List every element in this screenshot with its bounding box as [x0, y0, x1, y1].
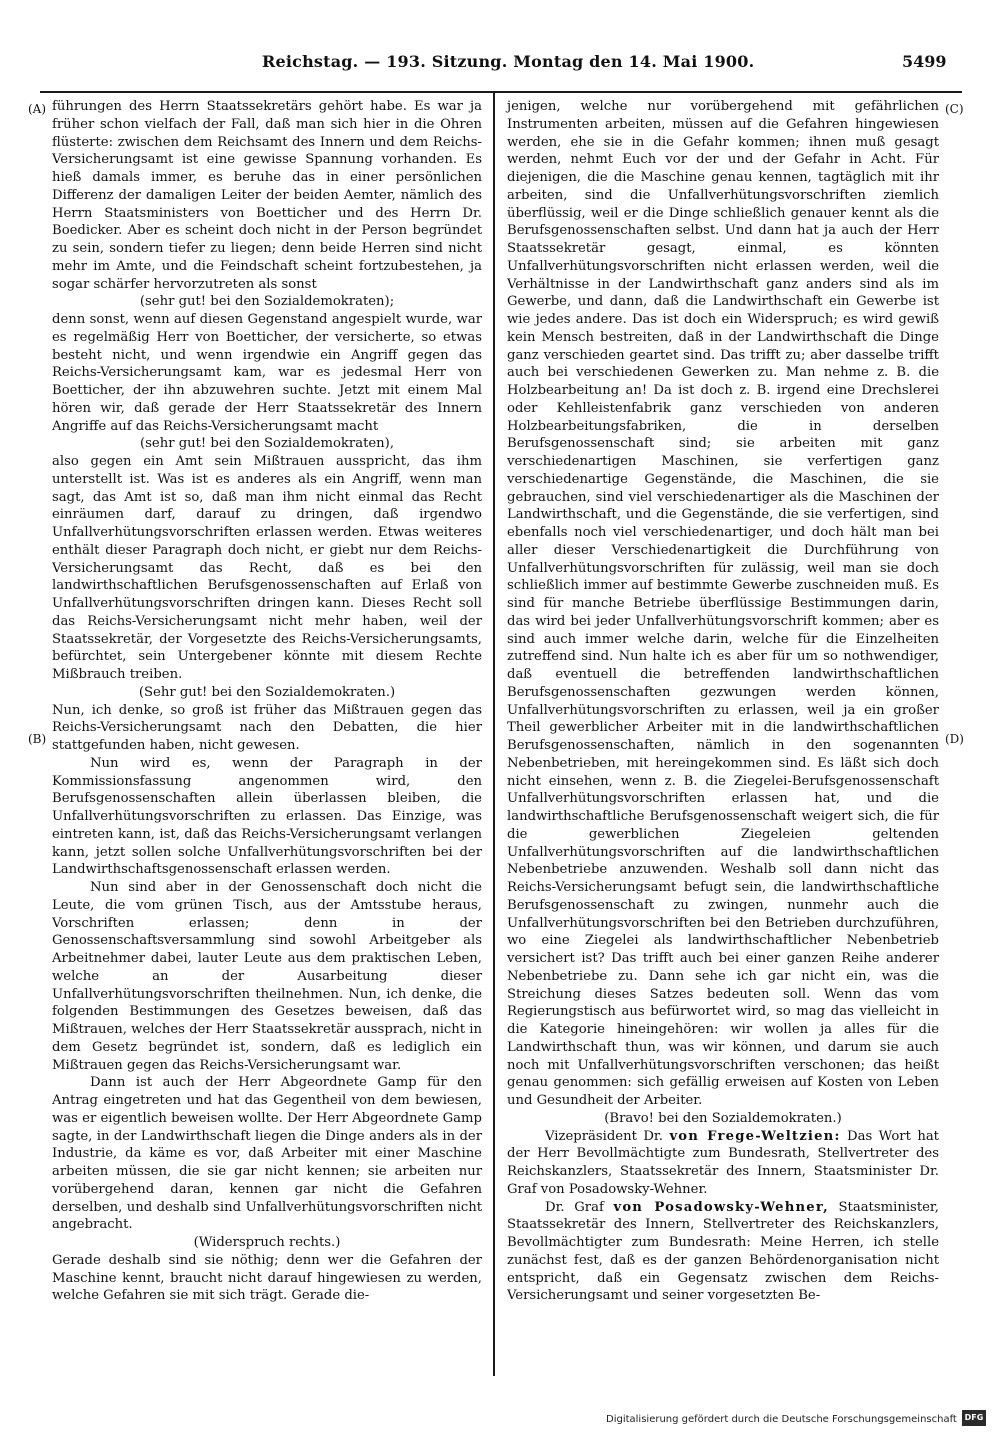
speaker-name-1: von Frege-Weltzien: [669, 1128, 841, 1144]
right-interjection-1: (Bravo! bei den Sozialdemokraten.) [604, 1110, 842, 1126]
left-paragraph-4: Nun, ich denke, so groß ist früher das Mißtrauen gegen das Reichs-Versicherungsamt nach den Debatten, die hier stattgefunden haben, nicht gewesen. [52, 702, 482, 753]
left-paragraph-8: Gerade deshalb sind sie nöthig; denn wer die Gefahren der Maschine kennt, braucht nicht darauf hingewiesen zu werden, welche Gefahren sie mit sich trägt. Gerade die- [52, 1252, 482, 1304]
footer-credit: Digitalisierung gefördert durch die Deutsche Forschungsgemeinschaft [606, 1414, 957, 1425]
left-paragraph-2: denn sonst, wenn auf diesen Gegenstand angespielt wurde, war es regelmäßig Herr von Boetticher, der versicherte, so etwas besteht nicht, und wenn irgendwie ein Angriff gegen das Reichs-Versicherungsamt kam, war es jedesmal Herr von Boetticher, der ihn abzuwehren suchte. Jetzt mit einem Mal hören wir, daß gerade der Herr Staatssekretär des Innern Angriffe auf das Reichs-Versicherungsamt macht [52, 312, 482, 434]
left-paragraph-5: Nun wird es, wenn der Paragraph in der Kommissionsfassung angenommen wird, den Berufsgenossenschaften allein überlassen bleiben, die Unfallverhütungsvorschriften zu erlassen. Das Einzige, was eintreten kann, ist, daß das Reichs-Versicherungsamt verlangen kann, jetzt sollen solche Unfallverhütungsvorschriften bei der Landwirthschaftsgenossenschaft erlassen werden. [52, 755, 482, 878]
speaker-text-1: Das Wort hat der Herr Bevollmächtigte zum Bundesrath, Stellvertreter des Reichskanzlers, Staatssekretär des Innern, Staatsminister Dr. Graf von Posadowsky-Wehner. [507, 1128, 939, 1197]
left-paragraph-3: also gegen ein Amt sein Mißtrauen ausspricht, das ihm unterstellt ist. Was ist es anderes als ein Angriff, wenn man sagt, das Amt ist so, daß man ihm nicht einmal das Recht einräumen darf, darauf zu dringen, daß irgendwo Unfallverhütungsvorschriften erlassen werden. Etwas weiteres enthält dieser Paragraph doch nicht, er giebt nur dem Reichs-Versicherungsamt das Recht, daß es bei den landwirthschaftlichen Berufsgenossenschaften auf Erlaß von Unfallverhütungsvorschriften dringen kann. Dieses Recht soll das Reichs-Versicherungsamt nicht mehr haben, weil der Staatssekretär, der Vorgesetzte des Reichs-Versicherungsamts, befürchtet, sein Untergebener könnte mit diesem Rechte Mißbrauch treiben. [52, 454, 482, 682]
page-header: Reichstag. — 193. Sitzung. Montag den 14. Mai 1900. [262, 52, 755, 71]
left-interjection-1: (sehr gut! bei den Sozialdemokraten); [139, 294, 395, 310]
margin-marker-a: (A) [28, 102, 47, 116]
left-column [52, 98, 482, 1305]
right-paragraph-2 [507, 1128, 939, 1199]
right-paragraph-1: jenigen, welche nur vorübergehend mit gefährlichen Instrumenten arbeiten, müssen auf die Gefahren hingewiesen werden, ehe sie in die Gefahr kommen; ihnen muß gesagt werden, nehmt Euch vor der und der Gefahr in Acht. Für diejenigen, die die Maschine genau kennen, tagtäglich mit ihr arbeiten, sind die Unfallverhütungsvorschriften ziemlich überflüssig, weil er die Dinge schließlich genauer kennt als die Berufsgenossenschaften selbst. Und dann hat ja auch der Herr Staatssekretär gesagt, einmal, es könnten Unfallverhütungsvorschriften nicht erlassen werden, weil die Verhältnisse in der Landwirthschaft ganz anders sind als im Gewerbe, und dann, daß die Landwirthschaft ein Gewerbe ist wie jedes andere. Das ist doch ein Widerspruch; es wird gewiß kein Mensch bestreiten, daß in der Landwirthschaft die Dinge ganz verschieden geartet sind. Das trifft zu; aber dasselbe trifft auch bei verschiedenen Gewerken zu. Man nehme z. B. die Holzbearbeitung an! Da ist doch z. B. irgend eine Drechslerei oder Kehlleistenfabrik ganz verschieden von anderen Holzbearbeitungsfabriken, die in derselben Berufsgenossenschaft sind; sie arbeiten mit ganz verschiedenartigen Maschinen, sie verfertigen ganz verschiedenartige Gegenstände, die Maschinen, die sie gebrauchen, sind viel verschiedenartiger als die Maschinen der Landwirthschaft, und die Gegenstände, die sie verfertigen, sind ebenfalls noch viel verschiedenartiger, und doch hält man bei aller dieser Verschiedenartigkeit die Durchführung von Unfallverhütungsvorschriften für zulässig, weil man sie doch schließlich immer auf bestimmte Gewerbe zuschneiden muß. Es sind für manche Betriebe überflüssige Bestimmungen darin, das wird bei jeder Unfallverhütungsvorschrift kommen; aber es sind auch immer welche darin, welche für die Einzelheiten zutreffend sind. Nun halte ich es aber für um so nothwendiger, daß eventuell die betreffenden landwirthschaftlichen Berufsgenossenschaften gezwungen werden können, Unfallverhütungsvorschriften zu erlassen, weil ja ein großer Theil gewerblicher Arbeiter mit in die landwirthschaftlichen Berufsgenossenschaften, nämlich in den sogenannten Nebenbetrieben, mit hereingekommen sind. Es läßt sich doch nicht einsehen, wenn z. B. die Ziegelei-Berufsgenossenschaft Unfallverhütungsvorschriften erlassen hat, und die landwirthschaftliche Berufsgenossenschaft weigert sich, die für die gewerblichen Ziegeleien geltenden Unfallverhütungsvorschriften auf die landwirthschaftlichen Nebenbetriebe anzuwenden. Weshalb soll dann nicht das Reichs-Versicherungsamt befugt sein, die landwirthschaftliche Berufsgenossenschaft zu zwingen, nunmehr auch die Unfallverhütungsvorschriften bei den Betrieben durchzuführen, wo eine Ziegelei als landwirthschaftlicher Nebenbetrieb versichert ist? Das trifft auch bei einer ganzen Reihe anderer Nebenbetriebe zu. Dann sehe ich gar nicht ein, was die Streichung dieses Satzes bedeuten soll. Wenn das vom Regierungstisch aus befürwortet wird, so mag das vielleicht in die Kategorie hineingehören: wir wollen ja alles für die Landwirthschaft thun, was wir können, und darum sie auch noch mit Unfallverhütungsvorschriften verschonen; das heißt genau genommen: sich gefällig erweisen auf Kosten von Leben und Gesundheit der Arbeiter. [507, 99, 939, 1108]
margin-marker-c: (C) [945, 102, 964, 116]
left-interjection-3: (Sehr gut! bei den Sozialdemokraten.) [138, 684, 396, 700]
margin-marker-b: (B) [28, 732, 47, 746]
column-divider [493, 93, 495, 1376]
speaker-name-2: von Posadowsky-Wehner, [613, 1199, 829, 1215]
right-paragraph-3 [507, 1199, 939, 1306]
speaker-title-1: Vizepräsident Dr. [545, 1128, 663, 1144]
left-paragraph-1: führungen des Herrn Staatssekretärs gehört habe. Es war ja früher schon vielfach der Fall, daß man sich hier in die Ohren flüsterte: zwischen dem Reichsamt des Innern und dem Reichs-Versicherungsamt ist eine gewisse Spannung vorhanden. Es hieß damals immer, es beruhe das in einer persönlichen Differenz der damaligen Leiter der beiden Aemter, nämlich des Herrn Staatsministers von Boetticher und des Herrn Dr. Boedicker. Aber es scheint doch nicht in der Person begründet zu sein, sondern tiefer zu liegen; denn beide Herren sind nicht mehr im Amte, und die Feindschaft scheint fortzubestehen, ja sogar schärfer hervorzutreten als sonst [52, 99, 482, 292]
page-number: 5499 [902, 52, 947, 71]
left-paragraph-6: Nun sind aber in der Genossenschaft doch nicht die Leute, die vom grünen Tisch, aus der Amtsstube heraus, Vorschriften erlassen; denn in der Genossenschaftsversammlung sind sowohl Arbeitgeber als Arbeitnehmer dabei, lauter Leute aus dem praktischen Leben, welche an der Ausarbeitung dieser Unfallverhütungsvorschriften theilnehmen. Nun, ich denke, die folgenden Bestimmungen des Gesetzes beweisen, daß das Mißtrauen, welches der Herr Staatssekretär aussprach, nicht in dem Gesetz begründet ist, sondern, daß es lediglich ein Mißtrauen gegen das Reichs-Versicherungsamt war. [52, 880, 482, 1073]
right-column [507, 98, 939, 1305]
left-paragraph-7: Dann ist auch der Herr Abgeordnete Gamp für den Antrag eingetreten und hat das Gegentheil von dem bewiesen, was er eigentlich beweisen wollte. Der Herr Abgeordnete Gamp sagte, in der Landwirthschaft liegen die Dinge anders als in der Industrie, da käme es vor, daß Arbeiter mit einer Maschine arbeiten müssen, die sie gar nicht kennen; sie arbeiten nur vorübergehend daran, kennen gar nicht die Gefahren derselben, und deshalb sind Unfallverhütungsvorschriften nicht angebracht. [52, 1075, 482, 1233]
speaker-text-2: Staatsminister, Staatssekretär des Innern, Stellvertreter des Reichskanzlers, Bevollmächtigter zum Bundesrath: Meine Herren, ich stelle zunächst fest, daß es der ganzen Behördenorganisation nicht entspricht, daß ein Gegensatz zwischen dem Reichs-Versicherungsamt und seiner vorgesetzten Be- [507, 1199, 939, 1304]
left-interjection-4: (Widerspruch rechts.) [193, 1235, 341, 1250]
speaker-title-2: Dr. Graf [545, 1199, 604, 1215]
dfg-logo-icon: DFG [962, 1410, 986, 1426]
margin-marker-d: (D) [945, 732, 964, 746]
header-rule [40, 91, 962, 93]
left-interjection-2: (sehr gut! bei den Sozialdemokraten), [139, 436, 395, 452]
